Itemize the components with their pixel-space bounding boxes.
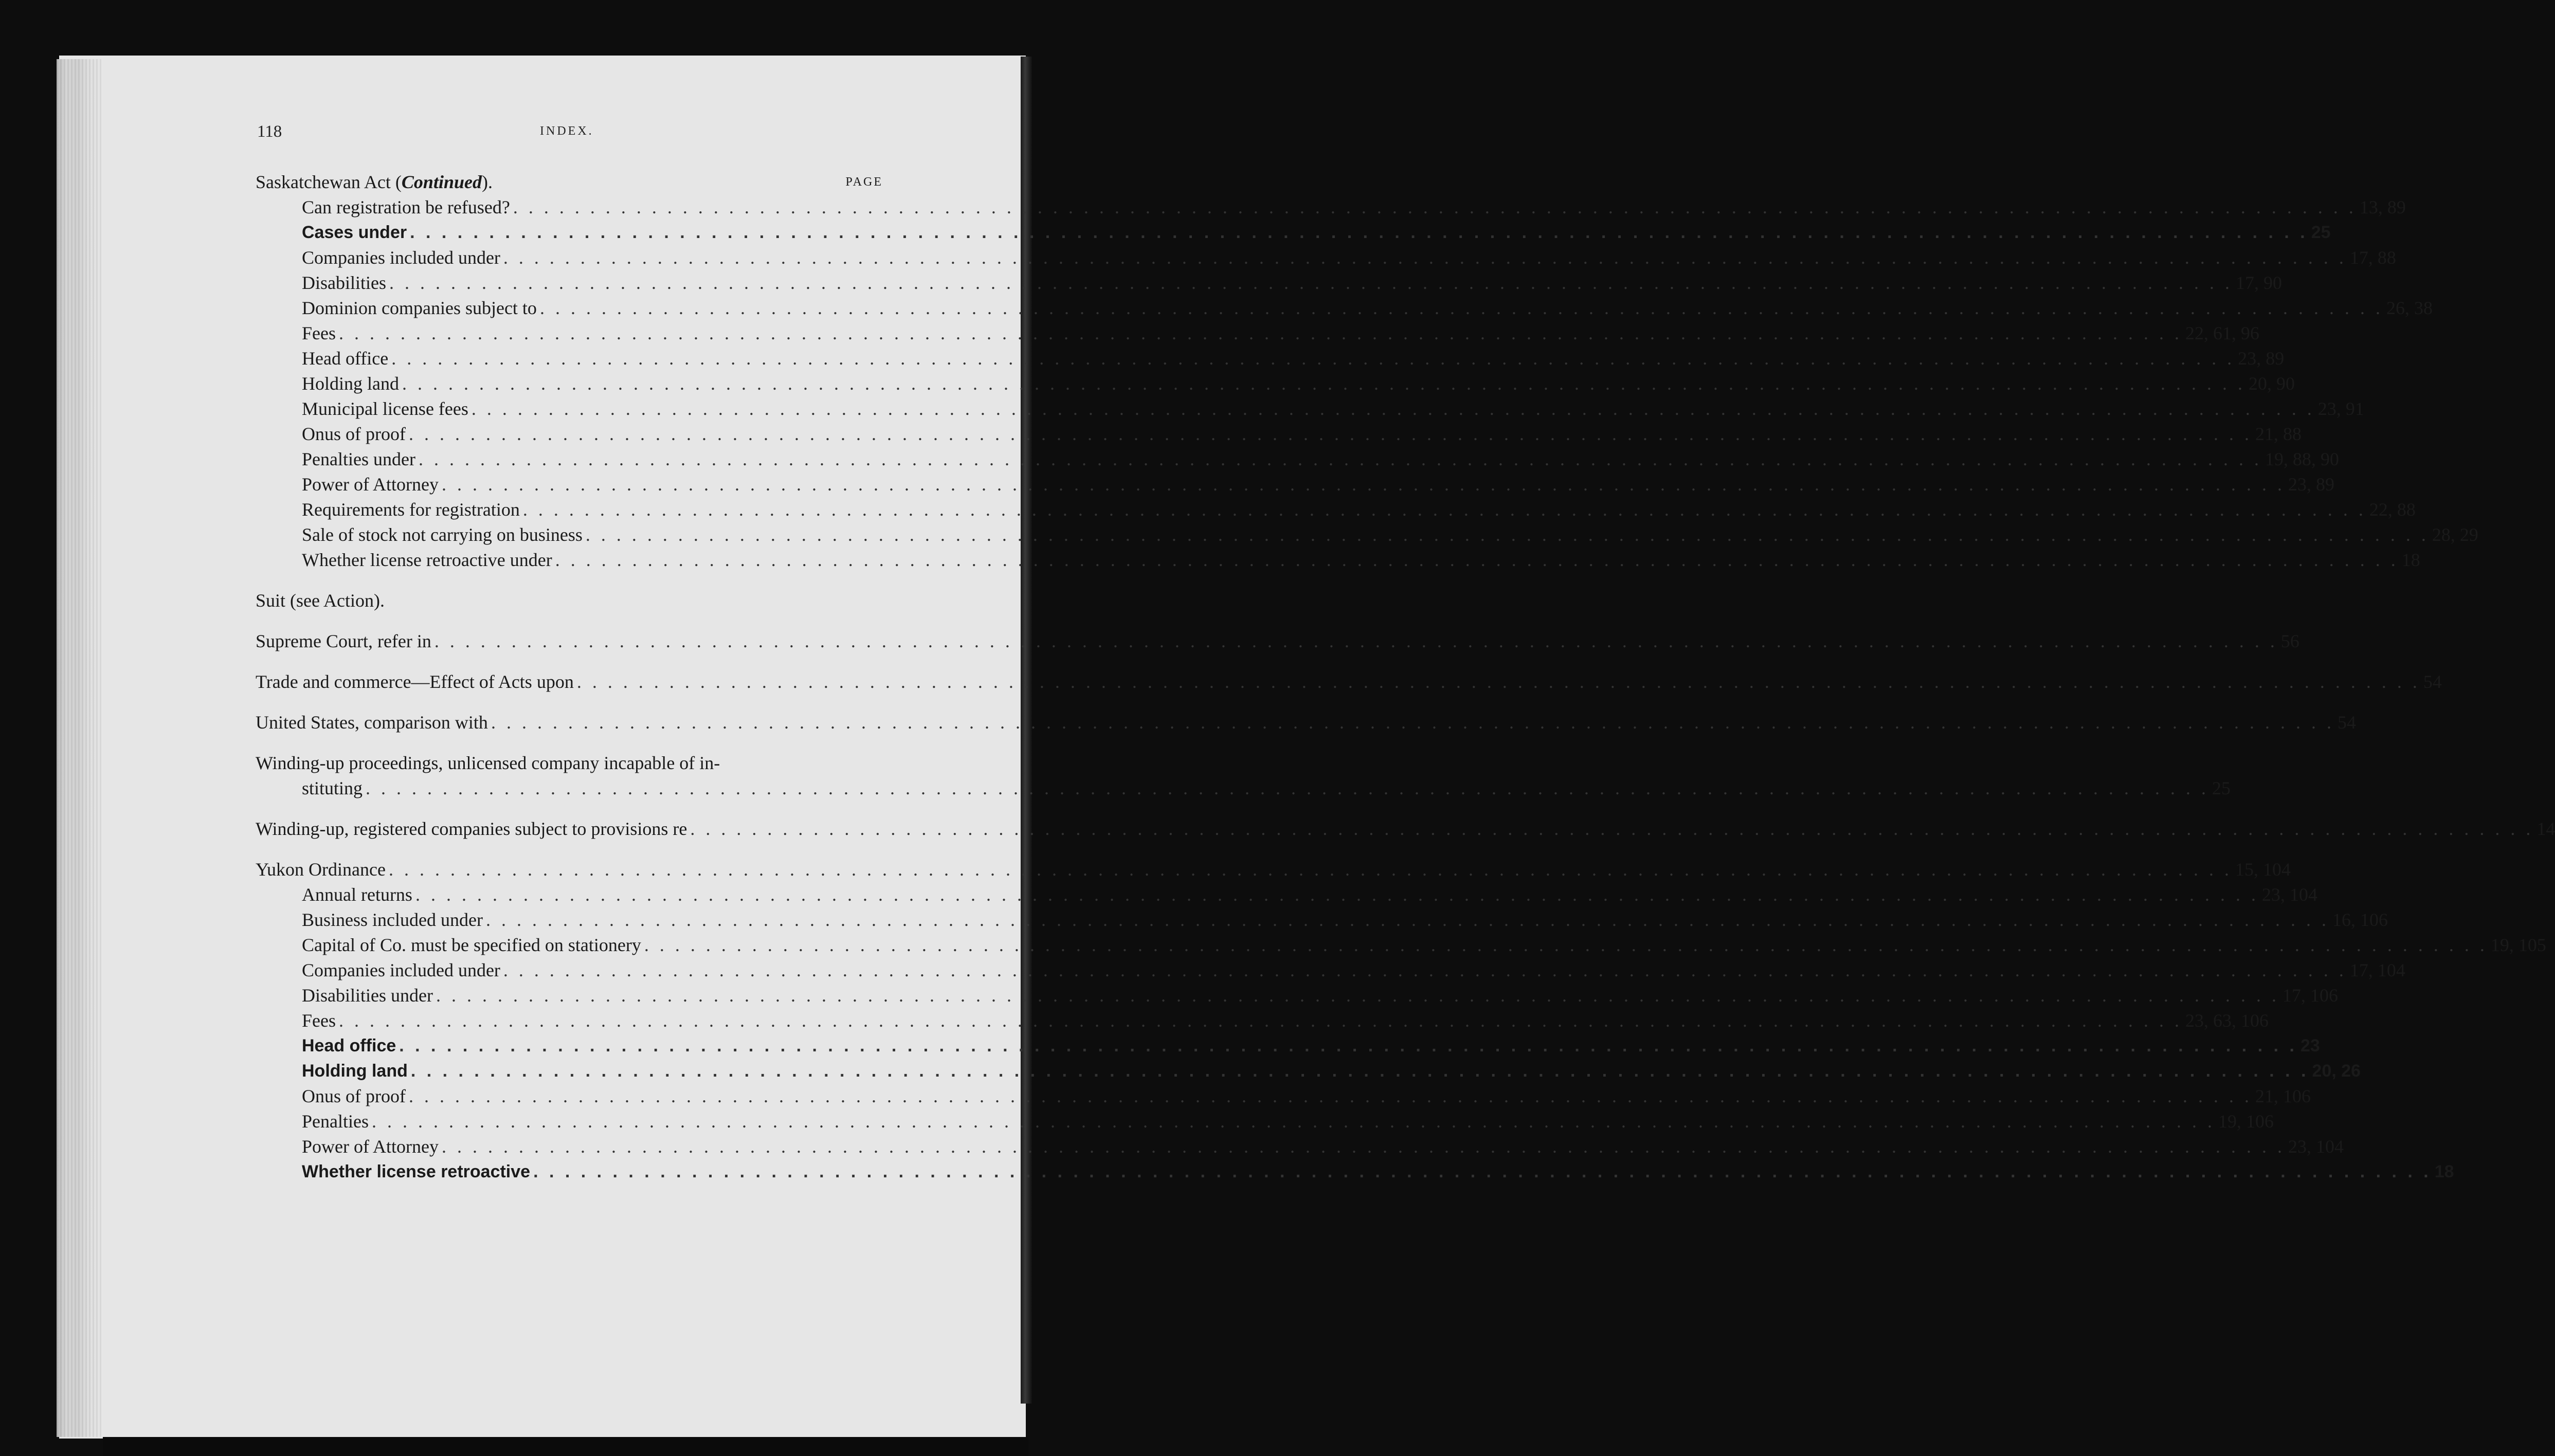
entry-text: Whether license retroactive xyxy=(302,1162,531,1181)
entry-text: Companies included under xyxy=(302,960,500,980)
entry-text: Suit (see Action). xyxy=(256,590,385,611)
leader-dots: . . . . . . . . . . . . . . . . . . . . . . . . . . . . . . . . . . . . . . . . . . . . . . . . . . . . . . . . . . . . . . . . . . . . . . . . . . . . . . . . . . . . . . . . . . . . . . . . . . . . . . . . . . . . . . . . . . . . . . . . xyxy=(690,818,2534,839)
page-references: 21, 88 xyxy=(2255,424,2302,444)
entry-text: Trade and commerce—Effect of Acts upon xyxy=(256,671,574,692)
entry-text: Power of Attorney xyxy=(302,474,439,495)
running-head: INDEX. xyxy=(540,124,594,138)
index-subentry xyxy=(256,1109,2274,1134)
index-subentry xyxy=(256,1008,2269,1033)
page-references: 14 xyxy=(2536,818,2555,839)
index-subentry xyxy=(256,1134,2344,1159)
entry-text: Holding land xyxy=(302,1061,408,1081)
leader-dots: . . . . . . . . . . . . . . . . . . . . . . . . . . . . . . . . . . . . . . . . . . . . . . . . . . . . . . . . . . . . . . . . . . . . . . . . . . . . . . . . . . . . . . . . . . . . . . . . . . . . . . . . . . . . . . . . . . . . . . . . xyxy=(402,373,2245,394)
leader-dots: . . . . . . . . . . . . . . . . . . . . . . . . . . . . . . . . . . . . . . . . . . . . . . . . . . . . . . . . . . . . . . . . . . . . . . . . . . . . . . . . . . . . . . . . . . . . . . . . . . . . . . . . . . . . . . . . . . . . . . . . xyxy=(644,935,2488,955)
index-subentry xyxy=(256,396,2364,422)
leader-dots: . . . . . . . . . . . . . . . . . . . . . . . . . . . . . . . . . . . . . . . . . . . . . . . . . . . . . . . . . . . . . . . . . . . . . . . . . . . . . . . . . . . . . . . . . . . . . . . . . . . . . . . . . . . . . . . . . . . . . . . . xyxy=(576,671,2420,692)
page-references: 26, 38 xyxy=(2386,298,2433,318)
book-spine-gutter xyxy=(57,59,103,1437)
index-subentry xyxy=(256,422,2302,447)
page-references: 19, 105 xyxy=(2490,935,2546,955)
page-references: 23, 91 xyxy=(2317,398,2364,419)
leader-dots: . . . . . . . . . . . . . . . . . . . . . . . . . . . . . . . . . . . . . . . . . . . . . . . . . . . . . . . . . . . . . . . . . . . . . . . . . . . . . . . . . . . . . . . . . . . . . . . . . . . . . . . . . . . . . . . . . . . . . . . . xyxy=(436,985,2279,1006)
index-subentry xyxy=(256,497,2416,522)
entry-text: stituting xyxy=(302,778,363,798)
page-references: 17, 104 xyxy=(2349,960,2405,980)
entry-text: Dominion companies subject to xyxy=(302,298,537,318)
entry-text: Head office xyxy=(302,1036,396,1055)
entry-text: Fees xyxy=(302,1010,336,1031)
entry-text: United States, comparison with xyxy=(256,712,488,733)
index-subentry xyxy=(256,522,2478,548)
entry-text: Municipal license fees xyxy=(302,398,468,419)
entry-text: Holding land xyxy=(302,373,399,394)
page-references: 20, 26 xyxy=(2312,1061,2361,1081)
entry-text: Winding-up proceedings, unlicensed company incapable of in- xyxy=(256,753,720,773)
entry-text: Fees xyxy=(302,323,336,343)
page-references: 54 xyxy=(2423,671,2442,692)
page-column-label: PAGE xyxy=(845,175,883,189)
entry-text: Whether license retroactive under xyxy=(302,550,552,570)
page-references: 28, 29 xyxy=(2432,524,2478,545)
index-subentry xyxy=(256,1159,2454,1185)
page-references: 25 xyxy=(2212,778,2231,798)
index-subentry xyxy=(256,933,2546,958)
entry-text: Business included under xyxy=(302,909,483,930)
leader-dots: . . . . . . . . . . . . . . . . . . . . . . . . . . . . . . . . . . . . . . . . . . . . . . . . . . . . . . . . . . . . . . . . . . . . . . . . . . . . . . . . . . . . . . . . . . . . . . . . . . . . . . . . . . . . . . . . . . . . . . . . xyxy=(410,1061,2309,1081)
index-subentry xyxy=(256,321,2259,346)
index-subentry xyxy=(256,245,2396,270)
leader-dots: . . . . . . . . . . . . . . . . . . . . . . . . . . . . . . . . . . . . . . . . . . . . . . . . . . . . . . . . . . . . . . . . . . . . . . . . . . . . . . . . . . . . . . . . . . . . . . . . . . . . . . . . . . . . . . . . . . . . . . . . xyxy=(539,298,2383,318)
leader-dots: . . . . . . . . . . . . . . . . . . . . . . . . . . . . . . . . . . . . . . . . . . . . . . . . . . . . . . . . . . . . . . . . . . . . . . . . . . . . . . . . . . . . . . . . . . . . . . . . . . . . . . . . . . . . . . . . . . . . . . . . xyxy=(522,499,2366,520)
page-references: 21, 106 xyxy=(2255,1086,2311,1106)
leader-dots: . . . . . . . . . . . . . . . . . . . . . . . . . . . . . . . . . . . . . . . . . . . . . . . . . . . . . . . . . . . . . . . . . . . . . . . . . . . . . . . . . . . . . . . . . . . . . . . . . . . . . . . . . . . . . . . . . . . . . . . . xyxy=(391,348,2235,369)
index-heading xyxy=(256,170,893,195)
page-references: 23 xyxy=(2300,1036,2320,1055)
leader-dots: . . . . . . . . . . . . . . . . . . . . . . . . . . . . . . . . . . . . . . . . . . . . . . . . . . . . . . . . . . . . . . . . . . . . . . . . . . . . . . . . . . . . . . . . . . . . . . . . . . . . . . . . . . . . . . . . . . . . . . . . xyxy=(503,960,2347,980)
heading-text: Saskatchewan Act (Continued). xyxy=(256,172,493,192)
leader-dots: . . . . . . . . . . . . . . . . . . . . . . . . . . . . . . . . . . . . . . . . . . . . . . . . . . . . . . . . . . . . . . . . . . . . . . . . . . . . . . . . . . . . . . . . . . . . . . . . . . . . . . . . . . . . . . . . . . . . . . . . xyxy=(388,859,2232,880)
leader-dots: . . . . . . . . . . . . . . . . . . . . . . . . . . . . . . . . . . . . . . . . . . . . . . . . . . . . . . . . . . . . . . . . . . . . . . . . . . . . . . . . . . . . . . . . . . . . . . . . . . . . . . . . . . . . . . . . . . . . . . . . xyxy=(418,449,2262,469)
index-subentry xyxy=(256,1059,2361,1084)
index-entry xyxy=(256,669,2442,695)
leader-dots: . . . . . . . . . . . . . . . . . . . . . . . . . . . . . . . . . . . . . . . . . . . . . . . . . . . . . . . . . . . . . . . . . . . . . . . . . . . . . . . . . . . . . . . . . . . . . . . . . . . . . . . . . . . . . . . . . . . . . . . . xyxy=(491,712,2334,733)
entry-text: Disabilities under xyxy=(302,985,433,1006)
page-references: 56 xyxy=(2280,631,2299,651)
index-subentry xyxy=(256,958,2405,983)
leader-dots: . . . . . . . . . . . . . . . . . . . . . . . . . . . . . . . . . . . . . . . . . . . . . . . . . . . . . . . . . . . . . . . . . . . . . . . . . . . . . . . . . . . . . . . . . . . . . . . . . . . . . . . . . . . . . . . . . . . . . . . . xyxy=(434,631,2278,651)
index-subentry xyxy=(256,346,2285,371)
leader-dots: . . . . . . . . . . . . . . . . . . . . . . . . . . . . . . . . . . . . . . . . . . . . . . . . . . . . . . . . . . . . . . . . . . . . . . . . . . . . . . . . . . . . . . . . . . . . . . . . . . . . . . . . . . . . . . . . . . . . . . . . xyxy=(410,223,2308,242)
leader-dots: . . . . . . . . . . . . . . . . . . . . . . . . . . . . . . . . . . . . . . . . . . . . . . . . . . . . . . . . . . . . . . . . . . . . . . . . . . . . . . . . . . . . . . . . . . . . . . . . . . . . . . . . . . . . . . . . . . . . . . . . xyxy=(408,1086,2252,1106)
entry-text: Onus of proof xyxy=(302,424,406,444)
entry-text: Supreme Court, refer in xyxy=(256,631,431,651)
entry-text: Power of Attorney xyxy=(302,1136,439,1157)
index-subentry xyxy=(256,983,2338,1008)
index-subentry xyxy=(256,472,2334,497)
page-references: 19, 88, 90 xyxy=(2264,449,2339,469)
page-references: 20, 90 xyxy=(2248,373,2295,394)
page-references: 54 xyxy=(2337,712,2356,733)
leader-dots: . . . . . . . . . . . . . . . . . . . . . . . . . . . . . . . . . . . . . . . . . . . . . . . . . . . . . . . . . . . . . . . . . . . . . . . . . . . . . . . . . . . . . . . . . . . . . . . . . . . . . . . . . . . . . . . . . . . . . . . . xyxy=(408,424,2252,444)
page-references: 17, 106 xyxy=(2282,985,2338,1006)
page-references: 23, 104 xyxy=(2261,884,2317,905)
entry-text: Annual returns xyxy=(302,884,412,905)
leader-dots: . . . . . . . . . . . . . . . . . . . . . . . . . . . . . . . . . . . . . . . . . . . . . . . . . . . . . . . . . . . . . . . . . . . . . . . . . . . . . . . . . . . . . . . . . . . . . . . . . . . . . . . . . . . . . . . . . . . . . . . . xyxy=(585,524,2429,545)
index-entry xyxy=(256,710,2356,735)
index-subentry xyxy=(256,907,2388,933)
entry-text: Cases under xyxy=(302,223,407,242)
index-subentry xyxy=(256,296,2433,321)
page-references: 22, 88 xyxy=(2369,499,2416,520)
page-references: 17, 88 xyxy=(2349,247,2396,268)
index-subentry xyxy=(256,447,2339,472)
entry-text: Onus of proof xyxy=(302,1086,406,1106)
page-header xyxy=(257,122,884,148)
entry-text: Penalties under xyxy=(302,449,415,469)
leader-dots: . . . . . . . . . . . . . . . . . . . . . . . . . . . . . . . . . . . . . . . . . . . . . . . . . . . . . . . . . . . . . . . . . . . . . . . . . . . . . . . . . . . . . . . . . . . . . . . . . . . . . . . . . . . . . . . . . . . . . . . . xyxy=(339,1010,2182,1031)
entry-text: Head office xyxy=(302,348,389,369)
page-references: 16, 106 xyxy=(2332,909,2388,930)
entry-text: Sale of stock not carrying on business xyxy=(302,524,583,545)
index-entry xyxy=(256,816,2555,842)
page-number: 118 xyxy=(257,122,282,141)
leader-dots: . . . . . . . . . . . . . . . . . . . . . . . . . . . . . . . . . . . . . . . . . . . . . . . . . . . . . . . . . . . . . . . . . . . . . . . . . . . . . . . . . . . . . . . . . . . . . . . . . . . . . . . . . . . . . . . . . . . . . . . . xyxy=(503,247,2347,268)
index-subentry xyxy=(256,270,2282,296)
leader-dots: . . . . . . . . . . . . . . . . . . . . . . . . . . . . . . . . . . . . . . . . . . . . . . . . . . . . . . . . . . . . . . . . . . . . . . . . . . . . . . . . . . . . . . . . . . . . . . . . . . . . . . . . . . . . . . . . . . . . . . . . xyxy=(441,474,2285,495)
page-references: 23, 89 xyxy=(2288,474,2334,495)
leader-dots: . . . . . . . . . . . . . . . . . . . . . . . . . . . . . . . . . . . . . . . . . . . . . . . . . . . . . . . . . . . . . . . . . . . . . . . . . . . . . . . . . . . . . . . . . . . . . . . . . . . . . . . . . . . . . . . . . . . . . . . . xyxy=(485,909,2329,930)
page-references: 13, 89 xyxy=(2359,197,2406,217)
index-subentry xyxy=(256,1033,2320,1059)
index-entry xyxy=(256,751,893,776)
entry-text: Companies included under xyxy=(302,247,500,268)
leader-dots: . . . . . . . . . . . . . . . . . . . . . . . . . . . . . . . . . . . . . . . . . . . . . . . . . . . . . . . . . . . . . . . . . . . . . . . . . . . . . . . . . . . . . . . . . . . . . . . . . . . . . . . . . . . . . . . . . . . . . . . . xyxy=(533,1162,2432,1181)
index-subentry xyxy=(256,195,2406,220)
page-references: 23, 89 xyxy=(2238,348,2285,369)
index-entry xyxy=(256,588,893,613)
leader-dots: . . . . . . . . . . . . . . . . . . . . . . . . . . . . . . . . . . . . . . . . . . . . . . . . . . . . . . . . . . . . . . . . . . . . . . . . . . . . . . . . . . . . . . . . . . . . . . . . . . . . . . . . . . . . . . . . . . . . . . . . xyxy=(389,272,2233,293)
index-subentry xyxy=(256,882,2317,907)
page-bottom-edge xyxy=(103,1437,1028,1456)
entry-text: Can registration be refused? xyxy=(302,197,510,217)
index-entry xyxy=(256,776,2231,801)
page-references: 22, 61, 96 xyxy=(2185,323,2259,343)
entry-text: Disabilities xyxy=(302,272,386,293)
index-subentry xyxy=(256,371,2295,396)
entry-text: Requirements for registration xyxy=(302,499,520,520)
index-subentry xyxy=(256,548,2420,573)
page-references: 18 xyxy=(2434,1162,2454,1181)
page-references: 15, 104 xyxy=(2235,859,2291,880)
page-references: 18 xyxy=(2401,550,2420,570)
leader-dots: . . . . . . . . . . . . . . . . . . . . . . . . . . . . . . . . . . . . . . . . . . . . . . . . . . . . . . . . . . . . . . . . . . . . . . . . . . . . . . . . . . . . . . . . . . . . . . . . . . . . . . . . . . . . . . . . . . . . . . . . xyxy=(513,197,2357,217)
leader-dots: . . . . . . . . . . . . . . . . . . . . . . . . . . . . . . . . . . . . . . . . . . . . . . . . . . . . . . . . . . . . . . . . . . . . . . . . . . . . . . . . . . . . . . . . . . . . . . . . . . . . . . . . . . . . . . . . . . . . . . . . xyxy=(366,778,2209,798)
entry-text: Penalties xyxy=(302,1111,369,1132)
index-entry xyxy=(256,629,2299,654)
index-entry xyxy=(256,857,2291,882)
page-references: 23, 63, 106 xyxy=(2185,1010,2269,1031)
page-references: 23, 104 xyxy=(2288,1136,2344,1157)
page-references: 17, 90 xyxy=(2236,272,2282,293)
index-subentry xyxy=(256,1084,2311,1109)
leader-dots: . . . . . . . . . . . . . . . . . . . . . . . . . . . . . . . . . . . . . . . . . . . . . . . . . . . . . . . . . . . . . . . . . . . . . . . . . . . . . . . . . . . . . . . . . . . . . . . . . . . . . . . . . . . . . . . . . . . . . . . . xyxy=(415,884,2259,905)
entry-text: Winding-up, registered companies subject to provisions re xyxy=(256,818,687,839)
leader-dots: . . . . . . . . . . . . . . . . . . . . . . . . . . . . . . . . . . . . . . . . . . . . . . . . . . . . . . . . . . . . . . . . . . . . . . . . . . . . . . . . . . . . . . . . . . . . . . . . . . . . . . . . . . . . . . . . . . . . . . . . xyxy=(441,1136,2285,1157)
page-references: 19, 106 xyxy=(2218,1111,2274,1132)
entry-text: Yukon Ordinance xyxy=(256,859,386,880)
leader-dots: . . . . . . . . . . . . . . . . . . . . . . . . . . . . . . . . . . . . . . . . . . . . . . . . . . . . . . . . . . . . . . . . . . . . . . . . . . . . . . . . . . . . . . . . . . . . . . . . . . . . . . . . . . . . . . . . . . . . . . . . xyxy=(555,550,2399,570)
entry-text: Capital of Co. must be specified on stationery xyxy=(302,935,641,955)
leader-dots: . . . . . . . . . . . . . . . . . . . . . . . . . . . . . . . . . . . . . . . . . . . . . . . . . . . . . . . . . . . . . . . . . . . . . . . . . . . . . . . . . . . . . . . . . . . . . . . . . . . . . . . . . . . . . . . . . . . . . . . . xyxy=(399,1036,2297,1055)
leader-dots: . . . . . . . . . . . . . . . . . . . . . . . . . . . . . . . . . . . . . . . . . . . . . . . . . . . . . . . . . . . . . . . . . . . . . . . . . . . . . . . . . . . . . . . . . . . . . . . . . . . . . . . . . . . . . . . . . . . . . . . . xyxy=(339,323,2182,343)
leader-dots: . . . . . . . . . . . . . . . . . . . . . . . . . . . . . . . . . . . . . . . . . . . . . . . . . . . . . . . . . . . . . . . . . . . . . . . . . . . . . . . . . . . . . . . . . . . . . . . . . . . . . . . . . . . . . . . . . . . . . . . . xyxy=(371,1111,2215,1132)
leader-dots: . . . . . . . . . . . . . . . . . . . . . . . . . . . . . . . . . . . . . . . . . . . . . . . . . . . . . . . . . . . . . . . . . . . . . . . . . . . . . . . . . . . . . . . . . . . . . . . . . . . . . . . . . . . . . . . . . . . . . . . . xyxy=(471,398,2315,419)
index-listing xyxy=(256,170,2555,1185)
index-subentry xyxy=(256,220,2331,245)
page-references: 25 xyxy=(2311,223,2331,242)
